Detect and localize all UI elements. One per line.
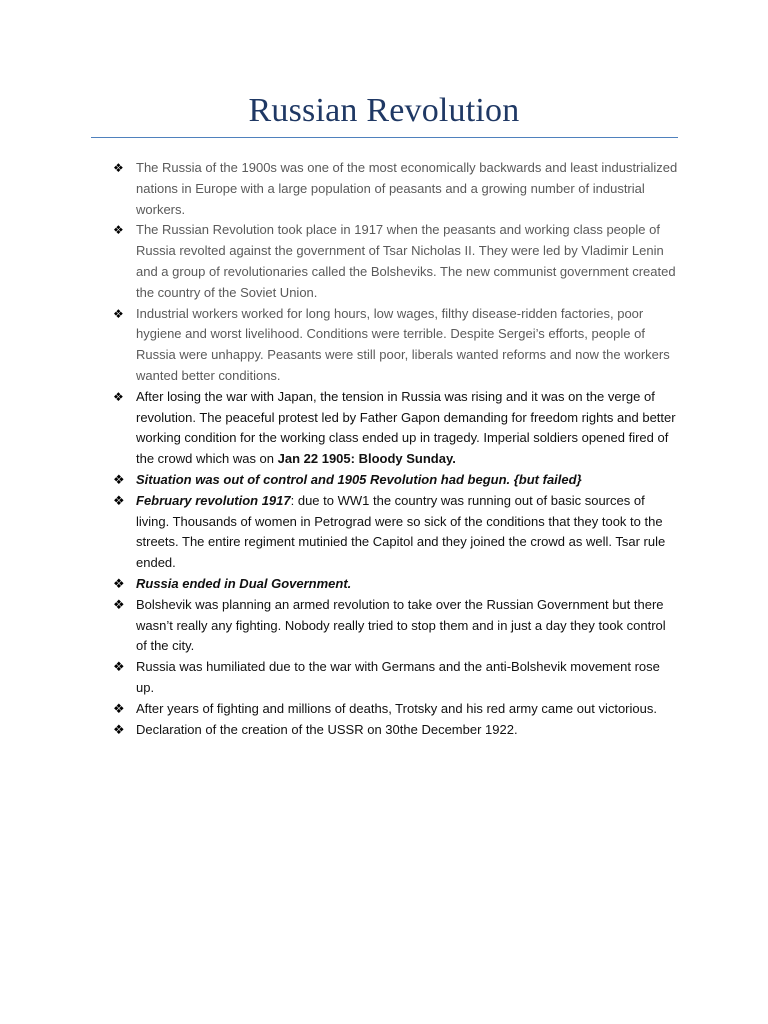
diamond-bullet-icon: ❖ <box>113 471 125 487</box>
bullet-item <box>113 304 678 387</box>
bullet-item <box>113 158 678 220</box>
diamond-bullet-icon: ❖ <box>113 389 124 404</box>
diamond-bullet-icon: ❖ <box>113 223 124 238</box>
bullet-item <box>113 574 678 595</box>
bullet-text: Declaration of the creation of the USSR on 30the December 1922. <box>136 721 518 737</box>
bullet-text: : due to WW1 the country was running out of basic sources of living. Thousands of women in Petrograd were so sick of the conditions that they took to the streets. The entire regiment mutinied the Capitol and they joined the crowd as well. Tsar rule ended. <box>136 492 666 571</box>
title-underline <box>91 137 678 138</box>
diamond-bullet-icon: ❖ <box>113 306 124 321</box>
bullet-text: Situation was out of control and 1905 Revolution had begun. {but failed} <box>136 471 582 487</box>
bullet-lead: February revolution 1917 <box>136 492 291 508</box>
bloody-sunday-highlight: Jan 22 1905: Bloody Sunday. <box>277 451 456 467</box>
bullet-text: After losing the war with Japan, the tension in Russia was rising and it was on the verge of revolution. The peaceful protest led by Father Gapon demanding for freedom rights and better working condition for the working class ended up in tragedy. Imperial soldiers opened fired of the crowd which was on <box>136 388 676 467</box>
diamond-bullet-icon: ❖ <box>113 700 125 716</box>
bullet-item <box>113 387 678 470</box>
diamond-bullet-icon: ❖ <box>113 161 124 175</box>
bullet-item <box>113 657 678 699</box>
bullet-text: After years of fighting and millions of deaths, Trotsky and his red army came out victorious. <box>136 700 657 716</box>
diamond-bullet-icon: ❖ <box>113 596 125 612</box>
bullet-item <box>113 595 678 657</box>
diamond-bullet-icon: ❖ <box>113 492 125 508</box>
bullet-text: Russia was humiliated due to the war with Germans and the anti-Bolshevik movement rose up. <box>136 659 660 695</box>
bullet-item <box>113 720 678 741</box>
bullet-text: The Russia of the 1900s was one of the most economically backwards and least industrialized nations in Europe with a large population of peasants and a growing number of industrial workers. <box>136 160 678 217</box>
bullet-item <box>113 491 678 574</box>
bullet-text: Bolshevik was planning an armed revolution to take over the Russian Government but there wasn’t really any fighting. Nobody really tried to stop them and in just a day they took control of the city. <box>136 596 666 654</box>
document-title: Russian Revolution <box>248 92 520 129</box>
bullet-text: Russia ended in Dual Government. <box>136 575 352 591</box>
diamond-bullet-icon: ❖ <box>113 721 125 737</box>
diamond-bullet-icon: ❖ <box>113 575 125 591</box>
bullet-item <box>113 470 678 491</box>
bullet-text: Industrial workers worked for long hours, low wages, filthy disease-ridden factories, poor hygiene and worst livelihood. Conditions were terrible. Despite Sergei’s efforts, people of Russia were unhappy. Peasants were still poor, liberals wanted reforms and now the workers wanted better conditions. <box>136 305 670 383</box>
bullet-text: The Russian Revolution took place in 1917 when the peasants and working class people of Russia revolted against the government of Tsar Nicholas II. They were led by Vladimir Lenin and a group of revolutionaries called the Bolsheviks. The new communist government created the country of the Soviet Union. <box>136 222 676 300</box>
bullet-list <box>113 158 678 740</box>
bullet-item <box>113 220 678 303</box>
diamond-bullet-icon: ❖ <box>113 659 125 675</box>
bullet-item <box>113 699 678 720</box>
